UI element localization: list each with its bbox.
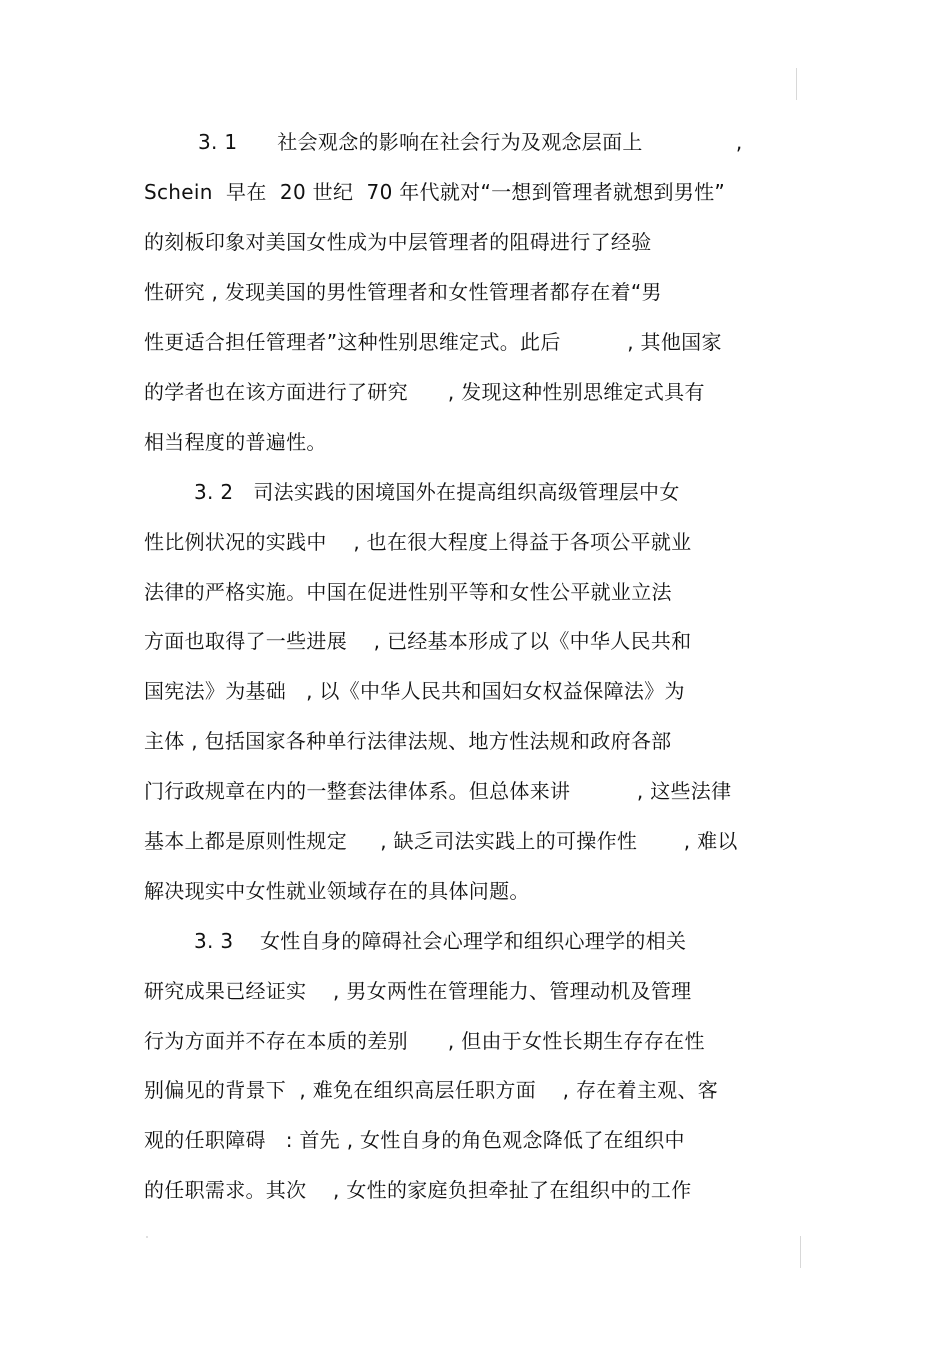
paragraph-line: 解决现实中女性就业领域存在的具体问题。 <box>144 879 530 903</box>
section-3-1-heading-line: 3. 1 社会观念的影响在社会行为及观念层面上 , <box>198 130 743 154</box>
section-3-3-heading-line: 3. 3 女性自身的障碍社会心理学和组织心理学的相关 <box>194 929 687 953</box>
paragraph-line: 性研究 , 发现美国的男性管理者和女性管理者都存在着“男 <box>144 280 662 304</box>
paragraph-line: 国宪法》为基础 , 以《中华人民共和国妇女权益保障法》为 <box>144 679 685 703</box>
page-margin-mark <box>800 1236 801 1268</box>
page-margin-mark <box>796 68 797 100</box>
paragraph-line: 性比例状况的实践中 , 也在很大程度上得益于各项公平就业 <box>144 530 692 554</box>
paragraph-line: 相当程度的普遍性。 <box>144 430 327 454</box>
paragraph-line: 性更适合担任管理者”这种性别思维定式。此后 , 其他国家 <box>144 330 722 354</box>
paragraph-line: 主体 , 包括国家各种单行法律法规、地方性法规和政府各部 <box>144 729 672 753</box>
paragraph-line: Schein 早在 20 世纪 70 年代就对“一想到管理者就想到男性” <box>144 180 726 204</box>
paragraph-line: 方面也取得了一些进展 , 已经基本形成了以《中华人民共和 <box>144 629 692 653</box>
paragraph-line: 门行政规章在内的一整套法律体系。但总体来讲 , 这些法律 <box>144 779 732 803</box>
paragraph-line: 基本上都是原则性规定 , 缺乏司法实践上的可操作性 , 难以 <box>144 829 738 853</box>
paragraph-line: 研究成果已经证实 , 男女两性在管理能力、管理动机及管理 <box>144 979 692 1003</box>
paragraph-line: 别偏见的背景下 , 难免在组织高层任职方面 , 存在着主观、客 <box>144 1078 719 1102</box>
paragraph-line: 法律的严格实施。中国在促进性别平等和女性公平就业立法 <box>144 580 672 604</box>
paragraph-line: 的刻板印象对美国女性成为中层管理者的阻碍进行了经验 <box>144 230 652 254</box>
paragraph-line: 的任职需求。其次 , 女性的家庭负担牵扯了在组织中的工作 <box>144 1178 692 1202</box>
paragraph-line: 行为方面并不存在本质的差别 , 但由于女性长期生存存在性 <box>144 1029 705 1053</box>
page-margin-mark <box>146 1236 148 1238</box>
paragraph-line: 的学者也在该方面进行了研究 , 发现这种性别思维定式具有 <box>144 380 705 404</box>
section-3-2-heading-line: 3. 2 司法实践的困境国外在提高组织高级管理层中女 <box>194 480 680 504</box>
paragraph-line: 观的任职障碍 : 首先 , 女性自身的角色观念降低了在组织中 <box>144 1128 685 1152</box>
